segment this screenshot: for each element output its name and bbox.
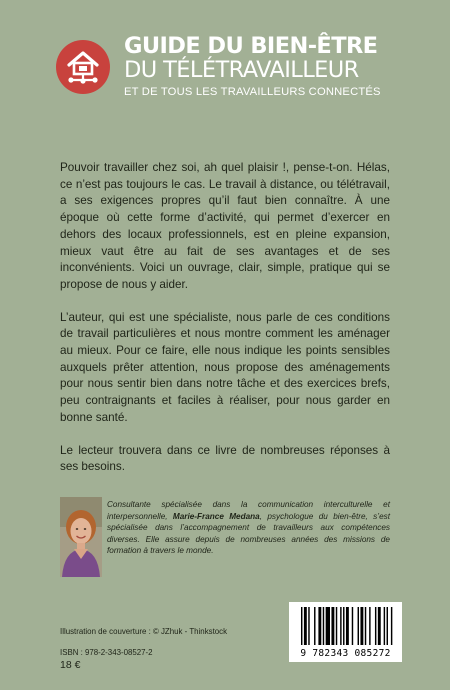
blurb-paragraph-2: L’auteur, qui est une spécialiste, nous parle de ces conditions de travail particulières et nous montre comment les aménager au mieux. Pour ce faire, elle nous indique les points sensibles auxquels prêter attention, nous propose des aménagements pour nous sentir bien dans notre tâche et des exercices brefs, peu contraignants et faciles à réaliser, pour nous garder en bonne santé.: [60, 310, 390, 424]
title-block: [124, 34, 442, 99]
price: 18 €: [60, 659, 81, 671]
cover-header: [0, 0, 450, 120]
subtitle: ET DE TOUS LES TRAVAILLEURS CONNECTÉS: [124, 86, 381, 98]
author-bio-intro: Consultante spécialisée dans la communication interculturelle et interpersonnelle,: [107, 500, 390, 521]
author-bio-rest: , psychologue du bien-être, s’est spécialisée dans l’accompagnement de travailleurs aux compétences diverses. Elle assure depuis de nombreuses années des missions de formation à travers le monde.: [107, 511, 390, 556]
title-line-2: DU TÉLÉTRAVAILLEUR: [124, 57, 359, 83]
isbn-text: ISBN : 978-2-343-08527-2: [60, 648, 153, 657]
author-section: [60, 497, 390, 577]
author-bio: [107, 499, 390, 557]
barcode: [289, 602, 402, 662]
illustration-credit: Illustration de couverture : © JZhuk - Thinkstock: [60, 627, 228, 636]
title-line-1: GUIDE DU BIEN-ÊTRE: [124, 33, 378, 59]
house-network-icon: [56, 40, 110, 94]
barcode-digits: 9 782343 085272: [300, 648, 391, 659]
author-photo: [60, 497, 102, 577]
blurb: [60, 160, 390, 492]
barcode-bars: [289, 602, 402, 648]
author-name: Marie-France Medana: [172, 511, 260, 521]
blurb-paragraph-1: Pouvoir travailler chez soi, ah quel plaisir !, pense-t-on. Hélas, ce n’est pas toujours le cas. Le travail à distance, ou télétravail, a ses exigences propres qu’il faut bien connaître. À une époque où cette forme d’activité, qui permet d’exercer en dehors des locaux professionnels, est en pleine expansion, mieux vaut être au fait de ses avantages et de ses inconvénients. Voici un ouvrage, clair, simple, pratique qui se propose de nous y aider.: [60, 161, 390, 291]
blurb-paragraph-3: Le lecteur trouvera dans ce livre de nombreuses réponses à ses besoins.: [60, 443, 390, 474]
